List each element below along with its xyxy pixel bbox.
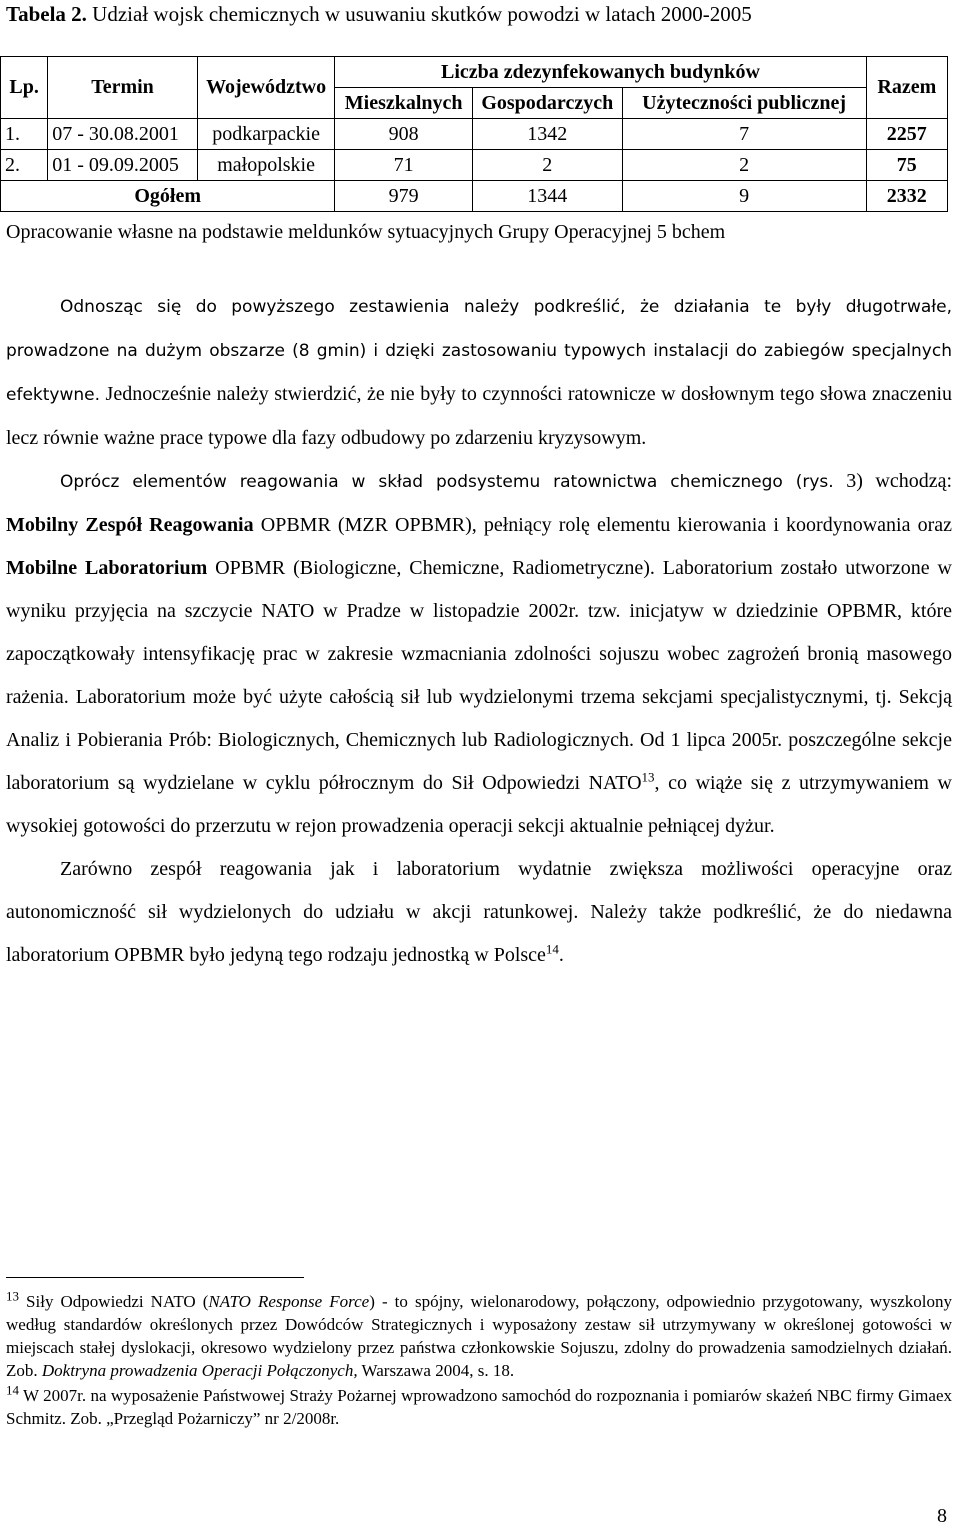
footnote-13 [6,1290,952,1382]
footnote-14 [6,1384,952,1430]
paragraph-2-text: , co wiąże się z utrzymywaniem w wysokiej gotowości do przerzutu w rejon prowadzenia operacji sekcji aktualnie pełniącej dyżur. [6,772,952,837]
header-group: Liczba zdezynfekowanych budynków [335,57,866,88]
total-mieszkalnych: 979 [335,181,473,212]
cell-razem: 2257 [866,119,947,150]
paragraph-3-text: . [558,944,564,966]
footnotes [6,1290,952,1432]
footnote-ref-14[interactable]: 14 [545,941,559,957]
footnote-13-italic: NATO Response Force [208,1292,370,1311]
footnote-14-text: W 2007r. na wyposażenie Państwowej Straży Pożarnej wprowadzono samochód do rozpoznania i pomiarów skażeń NBC firmy Gimaex Schmitz. Zob. „Przegląd Pożarniczy” nr 2/2008r. [6,1386,952,1428]
total-gospodarczych: 1344 [472,181,622,212]
cell-gospodarczych: 1342 [472,119,622,150]
mzr-term: Mobilny Zespół Reagowania [6,514,254,536]
footnote-13-text: ) - to spójny, wielonarodowy, połączony, odpowiednio przygotowany, wyszkolony według standardów określonych przez Dowódców Strategicznych i wyposażony zestaw sił utrzymywany w określonej gotowości w miejscach stałej dyslokacji, okresowo wydzielony przez państwa członkowskie Sojuszu, zdolny do prowadzenia samodzielnych działań. Zob. [6,1292,952,1380]
footnote-13-text: Warszawa 2004, s. 18. [357,1361,515,1380]
table-caption-label: Tabela 2. [6,2,87,26]
table-source-note: Opracowanie własne na podstawie meldunków sytuacyjnych Grupy Operacyjnej 5 bchem [6,221,726,243]
paragraph-3 [6,848,952,977]
flood-table [0,56,948,212]
header-wojewodztwo: Województwo [197,57,335,119]
table-caption-text: Udział wojsk chemicznych w usuwaniu skutków powodzi w latach 2000-2005 [92,2,752,26]
cell-wojewodztwo: małopolskie [197,150,335,181]
cell-mieszkalnych: 908 [335,119,473,150]
table-total-row [1,181,948,212]
header-uzytecznosci: Użyteczności publicznej [622,88,866,119]
cell-termin: 01 - 09.09.2005 [48,150,198,181]
paragraph-1-sans: Odnosząc się do powyższego zestawienia należy podkreślić, że działania te były długotrwałe, prowadzone na dużym obszarze (8 gmin) i dzięki zastosowaniu typowych instalacji do zabiegów specjalnych efektywne. [6,297,952,405]
footnote-divider [6,1277,304,1278]
paragraph-1-serif: Jednocześnie należy stwierdzić, że nie były to czynności ratownicze w dosłownym tego słowa znaczeniu lecz równie ważne prace typowe dla fazy odbudowy po zdarzeniu kryzysowym. [6,383,952,449]
paragraph-2-sans: Oprócz elementów reagowania w skład podsystemu ratownictwa chemicznego (rys. [60,472,834,492]
footnote-13-text: Siły Odpowiedzi NATO ( [19,1292,209,1311]
header-razem: Razem [866,57,947,119]
cell-razem: 75 [866,150,947,181]
cell-mieszkalnych: 71 [335,150,473,181]
table-row [1,119,948,150]
total-razem: 2332 [866,181,947,212]
total-uzytecznosci: 9 [622,181,866,212]
table-row [1,150,948,181]
paragraph-1 [6,285,952,460]
body-text [6,285,952,977]
cell-wojewodztwo: podkarpackie [197,119,335,150]
paragraph-2-text: OPBMR (Biologiczne, Chemiczne, Radiometryczne). Laboratorium zostało utworzone w wyniku przyjęcia na szczycie NATO w Pradze w listopadzie 2002r. tzw. inicjatyw w dziedzinie OPBMR, które zapoczątkowały intensyfikację prac w zakresie wzmacniania zdolności sojuszu wobec zagrożeń bronią masowego rażenia. Laboratorium może być użyte całością sił lub wydzielonymi trzema sekcjami specjalistycznymi, tj. Sekcją Analiz i Pobierania Prób: Biologicznych, Chemicznych lub Radiologicznych. Od 1 lipca 2005r. poszczególne sekcje laboratorium są wydzielane w cyklu półrocznym do Sił Odpowiedzi NATO [6,557,952,794]
cell-uzytecznosci: 2 [622,150,866,181]
cell-lp: 2. [1,150,48,181]
paragraph-2 [6,460,952,848]
cell-termin: 07 - 30.08.2001 [48,119,198,150]
cell-uzytecznosci: 7 [622,119,866,150]
page-number: 8 [937,1505,947,1527]
paragraph-2-text: 3) wchodzą: [833,470,953,492]
footnote-ref-13[interactable]: 13 [641,769,655,785]
table-header-row [1,57,948,88]
total-label: Ogółem [1,181,335,212]
header-lp: Lp. [1,57,48,119]
cell-lp: 1. [1,119,48,150]
paragraph-3-text: Zarówno zespół reagowania jak i laboratorium wydatnie zwiększa możliwości operacyjne oraz autonomiczność sił wydzielonych do udziału w akcji ratunkowej. Należy także podkreślić, że do niedawna laboratorium OPBMR było jedyną tego rodzaju jednostką w Polsce [6,858,952,966]
header-gospodarczych: Gospodarczych [472,88,622,119]
paragraph-2-text: OPBMR (MZR OPBMR), pełniący rolę elementu kierowania i koordynowania oraz [253,514,953,536]
footnote-14-number: 14 [6,1382,19,1398]
footnote-13-italic-title: Doktryna prowadzenia Operacji Połączonych, [41,1361,358,1380]
header-termin: Termin [48,57,198,119]
table-caption [6,2,752,27]
header-mieszkalnych: Mieszkalnych [335,88,473,119]
cell-gospodarczych: 2 [472,150,622,181]
laboratorium-term: Mobilne Laboratorium [6,557,208,579]
footnote-13-number: 13 [6,1288,19,1304]
